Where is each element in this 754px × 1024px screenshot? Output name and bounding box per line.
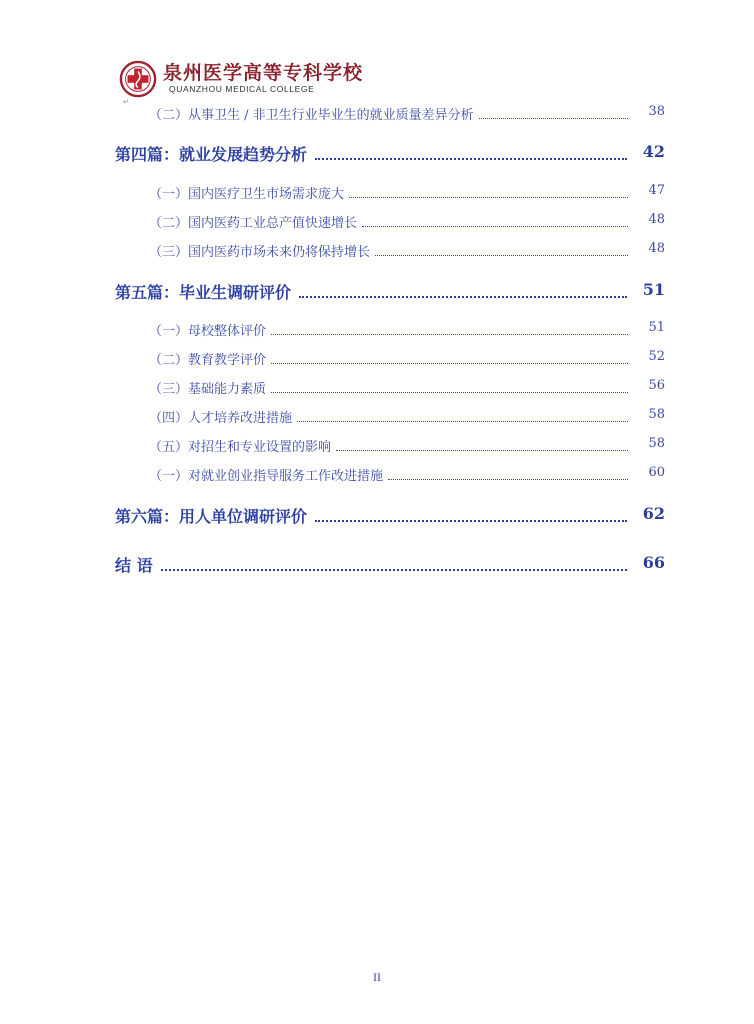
dot-leader (349, 196, 628, 198)
toc-entry-label: （一）对就业创业指导服务工作改进措施 (149, 469, 384, 484)
toc-chapter-label: 第五篇：毕业生调研评价 (115, 283, 292, 302)
toc-entry-label: （一）国内医疗卫生市场需求庞大 (149, 187, 345, 202)
toc-chapter-entry[interactable] (0, 504, 754, 528)
dot-leader (271, 362, 628, 364)
toc-entry[interactable] (0, 241, 754, 265)
dot-leader (271, 391, 628, 393)
toc-entry-label: （一）母校整体评价 (149, 324, 267, 339)
toc-entry-label: （三）国内医药市场未来仍将保持增长 (149, 245, 371, 260)
toc-page-number: 58 (648, 407, 665, 422)
toc-chapter-label: 第四篇：就业发展趋势分析 (115, 145, 308, 164)
toc-entry[interactable] (0, 104, 754, 128)
toc-page-number: 51 (648, 320, 665, 335)
toc-page-number: 60 (648, 465, 665, 480)
dot-leader (336, 449, 628, 451)
toc-chapter-entry[interactable] (0, 553, 754, 577)
toc-page-number: 51 (642, 280, 665, 299)
toc-page-number: 48 (648, 212, 665, 227)
toc-page-number: 52 (648, 349, 665, 364)
toc-page-number: 38 (648, 104, 665, 119)
toc-entry-label: （五）对招生和专业设置的影响 (149, 440, 332, 455)
dot-leader (479, 117, 628, 119)
toc-page-number: 62 (642, 504, 665, 523)
paragraph-mark: ↵ (123, 98, 129, 106)
toc-page-number: 48 (648, 241, 665, 256)
dot-leader (299, 295, 627, 298)
toc-entry[interactable] (0, 378, 754, 402)
toc-entry[interactable] (0, 349, 754, 373)
toc-entry[interactable] (0, 465, 754, 489)
toc-chapter-entry[interactable] (0, 280, 754, 304)
toc-page-number: 66 (642, 553, 665, 572)
toc-entry-label: （二）国内医药工业总产值快速增长 (149, 216, 358, 231)
page-number: II (373, 970, 381, 984)
toc-entry-label: （四）人才培养改进措施 (149, 411, 293, 426)
toc-page-number: 42 (642, 142, 665, 161)
dot-leader (297, 420, 628, 422)
dot-leader (271, 333, 628, 335)
toc-entry-label: （二）教育教学评价 (149, 353, 267, 368)
dot-leader (315, 519, 627, 522)
toc-entry[interactable] (0, 407, 754, 431)
toc-page-number: 47 (648, 183, 665, 198)
toc-chapter-entry[interactable] (0, 142, 754, 166)
toc-page-number: 58 (648, 436, 665, 451)
toc-entry[interactable] (0, 320, 754, 344)
toc-entry[interactable] (0, 212, 754, 236)
dot-leader (375, 254, 628, 256)
dot-leader (388, 478, 628, 480)
toc-entry-label: （三）基础能力素质 (149, 382, 267, 397)
dot-leader (161, 568, 627, 571)
toc-chapter-label: 第六篇：用人单位调研评价 (115, 507, 308, 526)
toc-page-number: 56 (648, 378, 665, 393)
dot-leader (315, 157, 627, 160)
dot-leader (362, 225, 628, 227)
school-name-en: QUANZHOU MEDICAL COLLEGE (169, 84, 315, 94)
toc-entry-label: （二）从事卫生 / 非卫生行业毕业生的就业质量差异分析 (149, 108, 474, 123)
toc-entry[interactable] (0, 183, 754, 207)
toc-chapter-label: 结 语 (115, 556, 153, 575)
school-name-cn: 泉州医学高等专科学校 (163, 62, 364, 84)
toc-entry[interactable] (0, 436, 754, 460)
